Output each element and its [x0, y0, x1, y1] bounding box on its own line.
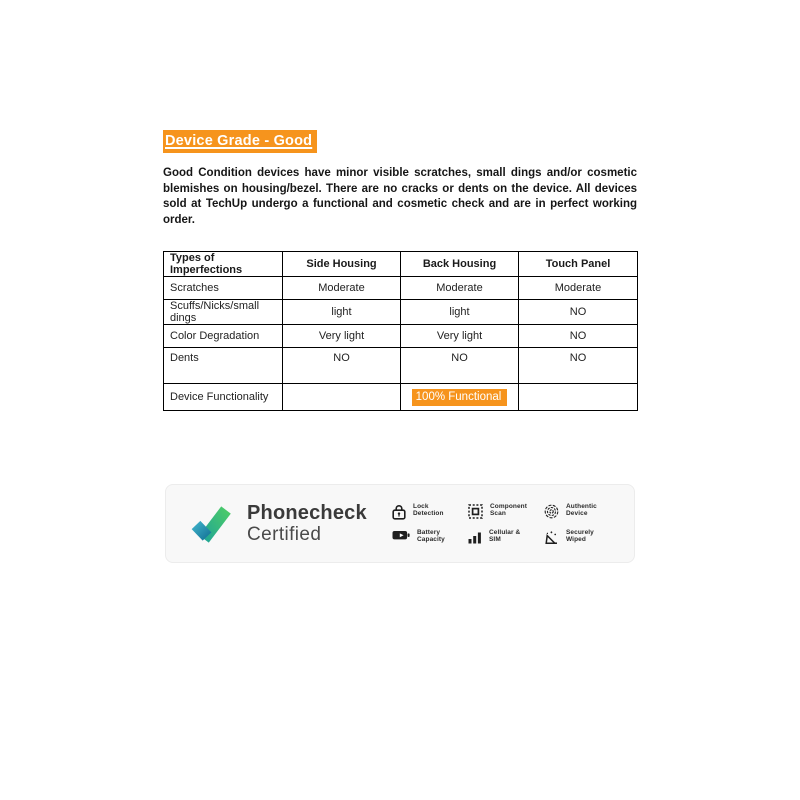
table-cell: Dents	[164, 348, 283, 384]
feature-battery-capacity	[392, 529, 468, 545]
table-header-row	[164, 252, 638, 277]
feature-label: Authentic Device	[566, 502, 597, 517]
table-cell	[519, 384, 638, 411]
functional-highlight: 100% Functional	[412, 389, 508, 406]
table-cell: Moderate	[401, 277, 519, 300]
table-cell: Scratches	[164, 277, 283, 300]
table-cell: Very light	[283, 325, 401, 348]
table-cell: light	[401, 300, 519, 325]
page-title	[163, 130, 317, 153]
brand-text	[247, 503, 367, 545]
phonecheck-logo	[190, 502, 367, 546]
phonecheck-certified-badge	[165, 484, 635, 563]
table-row-color-degradation	[164, 325, 638, 348]
imperfections-table	[163, 251, 638, 411]
table-header-side-housing: Side Housing	[283, 252, 401, 277]
table-cell: NO	[519, 300, 638, 325]
table-cell: NO	[519, 325, 638, 348]
table-cell: Color Degradation	[164, 325, 283, 348]
feature-label: Cellular & SIM	[489, 528, 521, 543]
table-row-scratches	[164, 277, 638, 300]
battery-icon	[392, 530, 410, 541]
fingerprint-icon	[544, 504, 559, 519]
table-cell: Device Functionality	[164, 384, 283, 411]
table-header-touch-panel: Touch Panel	[519, 252, 638, 277]
table-cell: NO	[401, 348, 519, 384]
table-cell	[401, 384, 519, 411]
brand-subtitle: Certified	[247, 523, 322, 545]
feature-label: Battery Capacity	[417, 528, 445, 543]
feature-lock-detection	[392, 503, 468, 520]
table-cell: NO	[519, 348, 638, 384]
table-cell: NO	[283, 348, 401, 384]
page-title-text: Device Grade - Good	[165, 133, 313, 149]
feature-label: Component Scan	[490, 502, 528, 517]
feature-securely-wiped	[544, 529, 620, 545]
wipe-icon	[544, 530, 559, 545]
certification-features	[392, 503, 620, 545]
table-header-types: Types of Imperfections	[164, 252, 283, 277]
table-cell: Moderate	[519, 277, 638, 300]
table-cell: Very light	[401, 325, 519, 348]
lock-icon	[392, 504, 406, 520]
table-cell	[283, 384, 401, 411]
component-scan-icon	[468, 504, 483, 519]
feature-cellular-sim	[468, 529, 544, 545]
table-cell: Scuffs/Nicks/small dings	[164, 300, 283, 325]
table-row-dents	[164, 348, 638, 384]
table-cell: Moderate	[283, 277, 401, 300]
table-row-scuffs	[164, 300, 638, 325]
feature-label: Lock Detection	[413, 502, 444, 517]
feature-authentic-device	[544, 503, 620, 520]
feature-component-scan	[468, 503, 544, 520]
brand-name: Phonecheck	[247, 501, 367, 524]
feature-label: Securely Wiped	[566, 528, 594, 543]
phonecheck-checkmark-icon	[190, 502, 234, 546]
table-header-back-housing: Back Housing	[401, 252, 519, 277]
description-paragraph: Good Condition devices have minor visible scratches, small dings and/or cosmetic blemishes on housing/bezel. There are no cracks or dents on the device. All devices sold at TechUp undergo a functional and cosmetic check and are in perfect working order.	[163, 167, 637, 226]
table-row-device-functionality	[164, 384, 638, 411]
signal-bars-icon	[468, 530, 482, 544]
table-cell: light	[283, 300, 401, 325]
